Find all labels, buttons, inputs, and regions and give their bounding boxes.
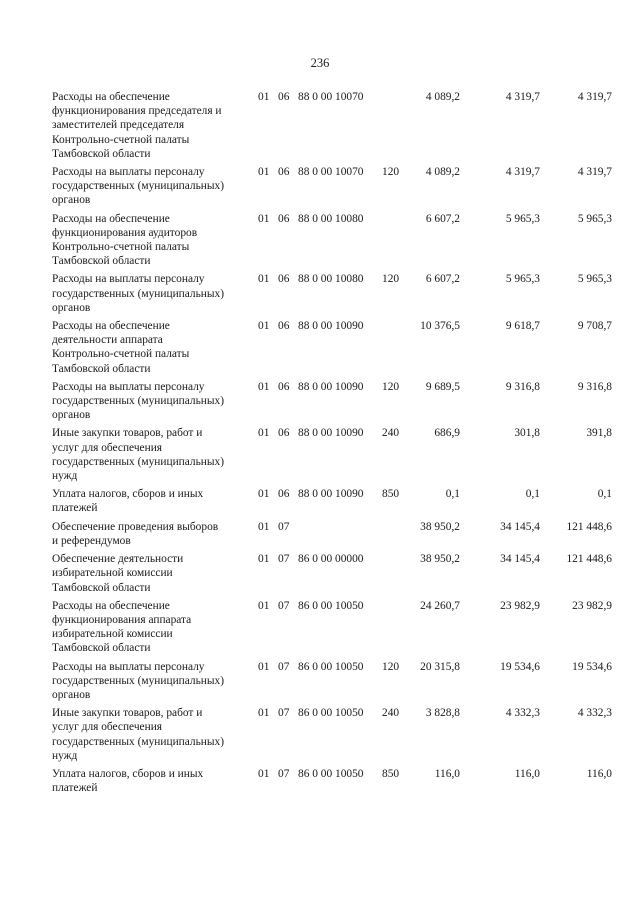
row-name: Обеспечение проведения выборов и референдумов [52,520,219,547]
amount-year-3: 5 965,3 [577,212,612,225]
section-code: 01 [258,91,270,103]
amount-year-3: 0,1 [597,488,612,501]
amount-year-3: 4 319,7 [577,91,612,103]
amount-year-2: 0,1 [525,488,540,501]
subsection-code: 06 [278,488,290,501]
table-row [0,767,640,799]
amount-year-3: 23 982,9 [572,599,612,612]
subsection-code: 06 [278,91,290,103]
section-code: 01 [258,427,270,440]
row-name: Уплата налогов, сборов и иных платежей [52,767,204,795]
amount-year-3: 391,8 [586,427,612,440]
table-row [0,660,640,707]
table-row [0,319,640,380]
amount-year-1: 20 315,8 [420,660,460,673]
amount-year-2: 9 618,7 [505,320,540,333]
target-article-code: 86 0 00 10050 [298,599,364,612]
section-code: 01 [258,166,270,179]
section-code: 01 [258,707,270,720]
amount-year-2: 9 316,8 [505,380,540,393]
table-row [0,552,640,599]
amount-year-2: 23 982,9 [500,599,540,612]
section-code: 01 [258,380,270,393]
expense-type-code: 850 [382,767,400,780]
table-row [0,90,640,165]
row-name: Расходы на выплаты персоналу государственных (муниципальных) органов [52,273,225,314]
subsection-code: 06 [278,273,290,286]
expense-type-code: 240 [382,707,400,720]
subsection-code: 06 [278,320,290,333]
amount-year-1: 116,0 [434,767,460,780]
amount-year-1: 3 828,8 [425,707,460,720]
table-row [0,212,640,273]
amount-year-3: 121 448,6 [566,520,612,533]
amount-year-1: 6 607,2 [425,273,460,286]
subsection-code: 06 [278,380,290,393]
amount-year-2: 4 332,3 [505,707,540,720]
table-row [0,272,640,319]
amount-year-3: 121 448,6 [566,553,612,566]
amount-year-3: 9 316,8 [577,380,612,393]
target-article-code: 88 0 00 10080 [298,212,364,225]
row-name: Иные закупки товаров, работ и услуг для обеспечения государственных (муниципальных) нужд [52,427,225,483]
table-row [0,380,640,427]
amount-year-1: 6 607,2 [425,212,460,225]
row-name: Иные закупки товаров, работ и услуг для обеспечения государственных (муниципальных) нужд [52,707,225,762]
target-article-code: 88 0 00 10080 [298,273,364,286]
subsection-code: 06 [278,166,290,179]
amount-year-2: 5 965,3 [505,212,540,225]
target-article-code: 88 0 00 10090 [298,427,364,440]
section-code: 01 [258,488,270,501]
amount-year-1: 24 260,7 [420,599,460,612]
target-article-code: 86 0 00 10050 [298,767,364,780]
expense-type-code: 850 [382,488,400,501]
expense-type-code: 120 [382,166,400,179]
amount-year-2: 301,8 [514,427,540,440]
amount-year-2: 19 534,6 [500,660,540,673]
amount-year-1: 9 689,5 [425,380,460,393]
expense-type-code: 120 [382,380,400,393]
table-row [0,520,640,552]
subsection-code: 07 [278,707,290,720]
amount-year-3: 9 708,7 [577,320,612,333]
row-name: Расходы на обеспечение функционирования председателя и заместителей председателя Контрольно-счетной палаты Тамбовской области [52,91,222,160]
amount-year-1: 0,1 [445,488,460,501]
target-article-code: 86 0 00 00000 [298,553,364,566]
target-article-code: 86 0 00 10050 [298,660,364,673]
amount-year-1: 38 950,2 [420,553,460,566]
table-row [0,706,640,767]
table-row [0,487,640,519]
amount-year-1: 38 950,2 [420,520,460,533]
subsection-code: 07 [278,520,290,533]
amount-year-1: 686,9 [434,427,460,440]
amount-year-1: 10 376,5 [420,320,460,333]
amount-year-2: 5 965,3 [505,273,540,286]
subsection-code: 06 [278,212,290,225]
target-article-code: 88 0 00 10090 [298,380,364,393]
row-name: Расходы на выплаты персоналу государственных (муниципальных) органов [52,660,225,701]
amount-year-3: 116,0 [586,767,612,780]
target-article-code: 88 0 00 10070 [298,91,364,103]
row-name: Расходы на обеспечение функционирования аудиторов Контрольно-счетной палаты Тамбовской области [52,212,198,268]
subsection-code: 07 [278,660,290,673]
row-name: Расходы на выплаты персоналу государственных (муниципальных) органов [52,166,225,207]
amount-year-3: 4 319,7 [577,166,612,179]
section-code: 01 [258,553,270,566]
table-row [0,426,640,487]
row-name: Обеспечение деятельности избирательной комиссии Тамбовской области [52,553,184,594]
amount-year-2: 34 145,4 [500,520,540,533]
section-code: 01 [258,660,270,673]
amount-year-3: 5 965,3 [577,273,612,286]
amount-year-3: 19 534,6 [572,660,612,673]
budget-table [0,90,640,799]
amount-year-2: 4 319,7 [505,91,540,103]
target-article-code: 88 0 00 10070 [298,166,364,179]
target-article-code: 88 0 00 10090 [298,488,364,501]
section-code: 01 [258,599,270,612]
subsection-code: 07 [278,599,290,612]
row-name: Расходы на выплаты персоналу государственных (муниципальных) органов [52,380,225,422]
amount-year-2: 116,0 [514,767,540,780]
section-code: 01 [258,767,270,780]
section-code: 01 [258,273,270,286]
amount-year-2: 4 319,7 [505,166,540,179]
section-code: 01 [258,212,270,225]
amount-year-1: 4 089,2 [425,91,460,103]
subsection-code: 07 [278,767,290,780]
subsection-code: 06 [278,427,290,440]
table-row [0,165,640,212]
row-name: Уплата налогов, сборов и иных платежей [52,488,204,515]
table-row [0,599,640,660]
amount-year-1: 4 089,2 [425,166,460,179]
subsection-code: 07 [278,553,290,566]
expense-type-code: 240 [382,427,400,440]
section-code: 01 [258,320,270,333]
row-name: Расходы на обеспечение функционирования аппарата избирательной комиссии Тамбовской области [52,599,192,655]
page-number: 236 [310,56,330,70]
section-code: 01 [258,520,270,533]
amount-year-2: 34 145,4 [500,553,540,566]
expense-type-code: 120 [382,273,400,286]
target-article-code: 88 0 00 10090 [298,320,364,333]
row-name: Расходы на обеспечение деятельности аппарата Контрольно-счетной палаты Тамбовской области [52,320,190,375]
expense-type-code: 120 [382,660,400,673]
amount-year-3: 4 332,3 [577,707,612,720]
target-article-code: 86 0 00 10050 [298,707,364,720]
